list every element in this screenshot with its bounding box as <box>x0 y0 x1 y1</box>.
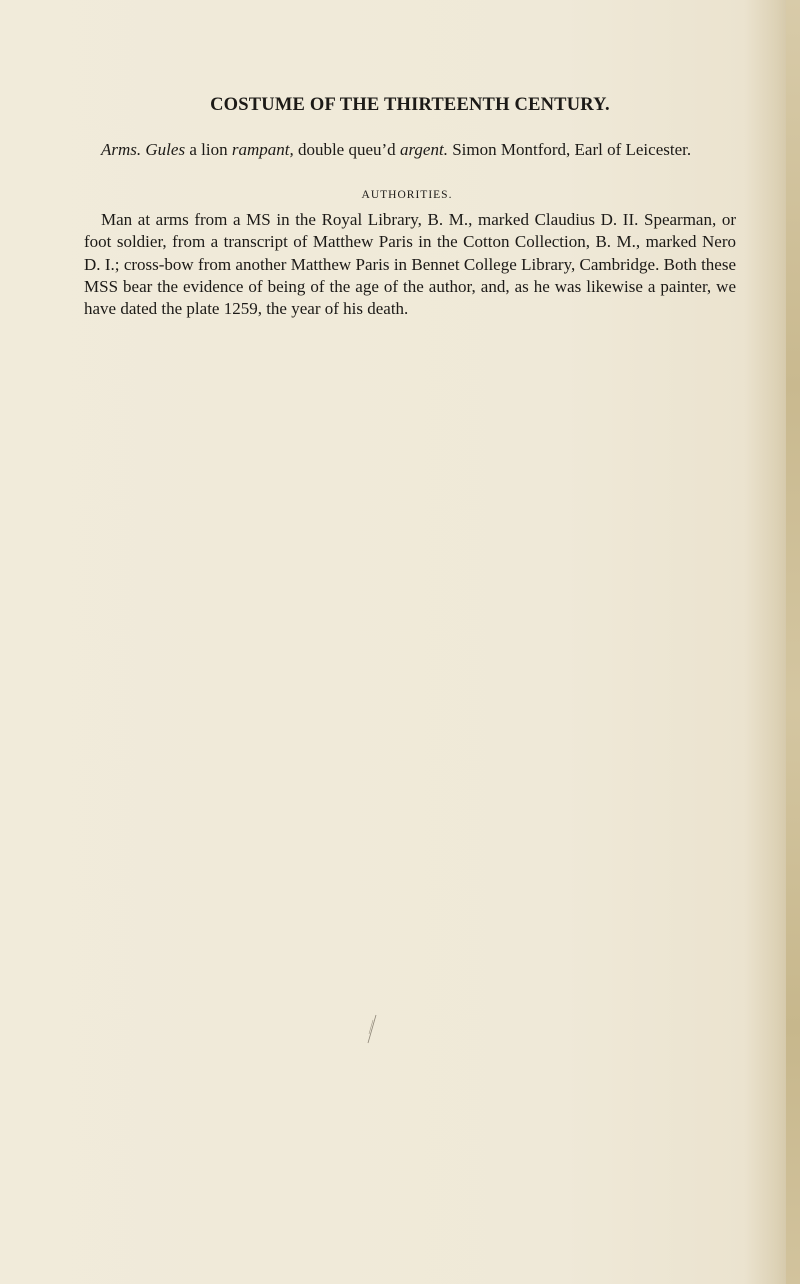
pencil-mark <box>366 1014 378 1044</box>
arms-text-3: Simon Montford, Earl of Leicester. <box>452 140 692 159</box>
arms-metal: argent. <box>399 140 448 159</box>
arms-text-2: double queu’d <box>297 140 396 159</box>
arms-tincture: Gules <box>145 140 186 159</box>
authorities-paragraph: Man at arms from a MS in the Royal Library, B. M., marked Claudius D. II. Spearman, or foot soldier, from a transcript of Matthew Paris in the Cotton Collection, B. M., marked Nero D. I.; cross-bow from another Matthew Paris in Bennet College Library, Cambridge. Both these MSS bear the evidence of being of the age of the author, and, as he was likewise a painter, we have dated the plate 1259, the year of his death. <box>84 210 736 319</box>
arms-attitude: rampant, <box>231 140 294 159</box>
authorities-heading: AUTHORITIES. <box>361 189 453 201</box>
arms-text-1: a lion <box>189 140 228 159</box>
running-title: COSTUME OF THE THIRTEENTH CENTURY. <box>210 95 610 115</box>
arms-paragraph <box>84 139 730 161</box>
arms-label: Arms. <box>101 140 142 159</box>
